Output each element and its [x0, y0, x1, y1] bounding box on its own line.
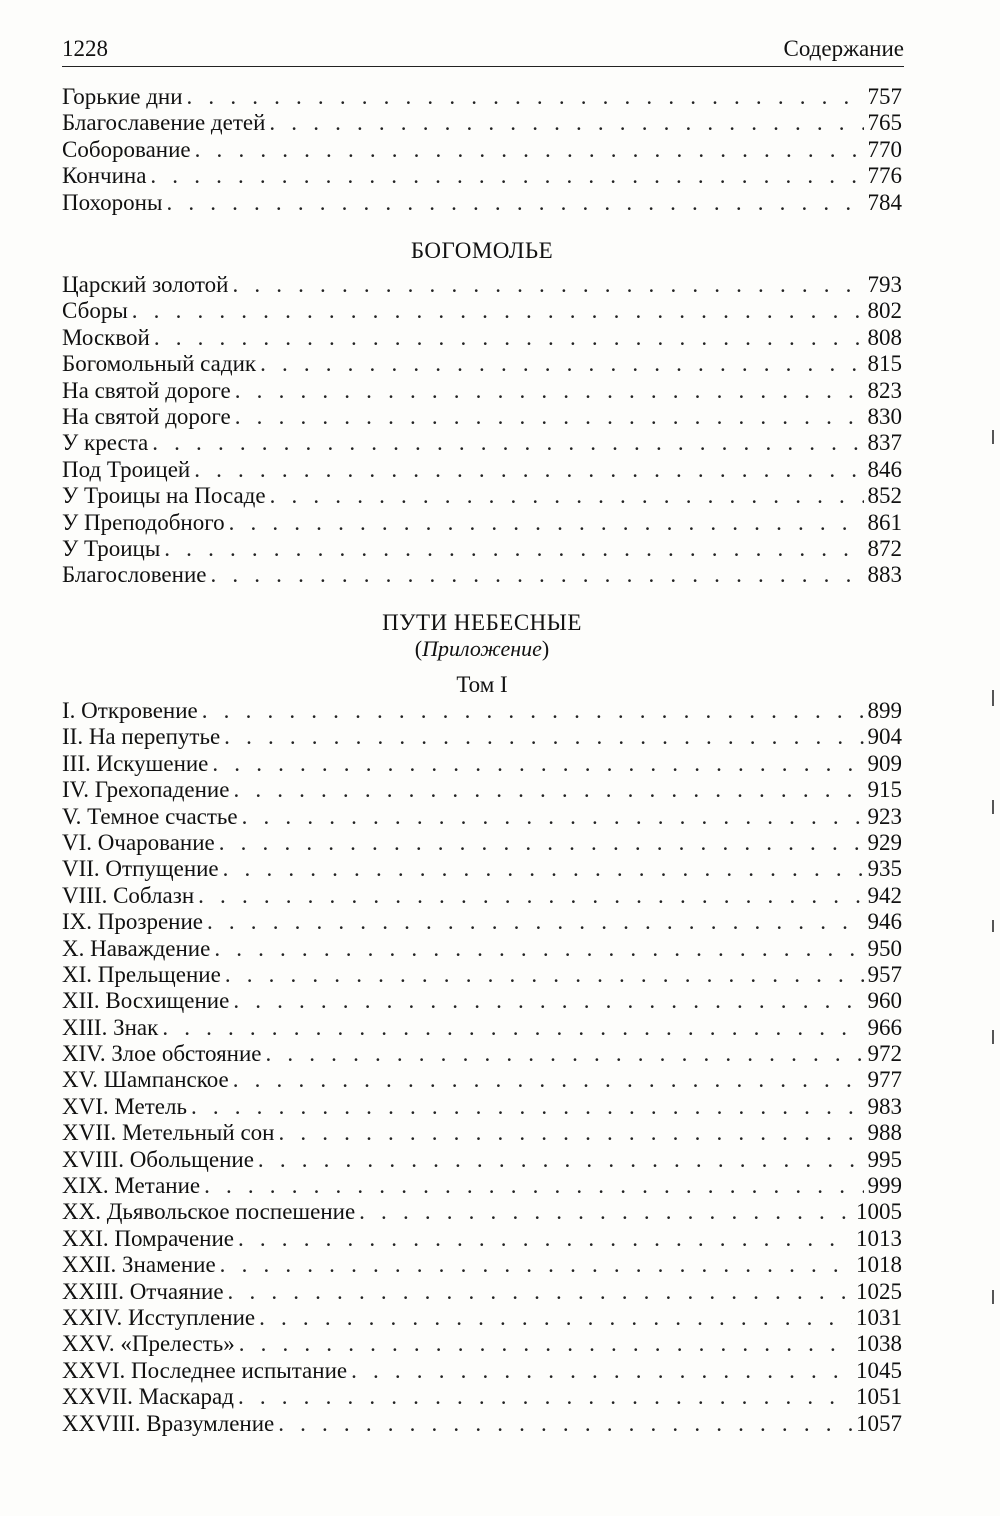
toc-entry — [62, 1067, 902, 1093]
dot-leader — [202, 698, 864, 724]
toc-entry — [62, 751, 902, 777]
toc-entry-page: 872 — [867, 535, 902, 561]
toc-entry-title: XVII. Метельный сон — [62, 1120, 275, 1146]
toc-entry-page: 784 — [867, 189, 902, 215]
toc-entry — [62, 909, 902, 935]
toc-entry — [62, 1305, 902, 1331]
toc-entry-title: XXVI. Последнее испытание — [62, 1357, 348, 1383]
toc-entry-title: I. Откровение — [62, 698, 198, 723]
scan-artifact — [992, 800, 994, 814]
toc-entry — [62, 1041, 902, 1067]
dot-leader — [351, 1358, 852, 1384]
toc-entry-title: XVI. Метель — [62, 1093, 187, 1119]
toc-entry-page: 999 — [867, 1173, 902, 1199]
toc-entry-title: Благославение детей — [62, 110, 266, 136]
dot-leader — [150, 163, 863, 189]
toc-entry-page: 977 — [867, 1067, 902, 1093]
section-title-bogomolye: БОГОМОЛЬЕ — [410, 238, 554, 263]
toc-entry-page: 909 — [867, 750, 902, 776]
toc-entry-title: Кончина — [62, 163, 147, 189]
toc-entry-title: Под Троицей — [62, 456, 191, 482]
toc-entry-title: На святой дороге — [62, 403, 231, 429]
toc-entry-page: 830 — [867, 403, 902, 429]
toc-entry-title: XXII. Знамение — [62, 1252, 216, 1278]
dot-leader — [132, 298, 864, 324]
toc-entry — [62, 936, 902, 962]
toc-entry-page: 793 — [867, 272, 902, 297]
toc-entry-title: У креста — [62, 430, 149, 456]
toc-entry — [62, 272, 902, 298]
toc-entry — [62, 1199, 902, 1225]
toc-entry-page: 1031 — [856, 1304, 902, 1330]
dot-leader — [223, 856, 864, 882]
dot-leader — [278, 1411, 852, 1437]
subtitle-word: Приложение — [422, 636, 542, 661]
toc-entry-page: 815 — [867, 351, 902, 377]
toc-group-puti-nebesnye — [62, 698, 902, 1437]
toc-entry-title: XIII. Знак — [62, 1014, 159, 1040]
dot-leader — [224, 724, 863, 750]
toc-entry — [62, 883, 902, 909]
toc-entry-title: XI. Прельщение — [62, 961, 221, 987]
subtitle-paren-open: ( — [414, 636, 423, 661]
toc-entry-title: XIV. Злое обстояние — [62, 1041, 262, 1067]
dot-leader — [162, 1015, 863, 1041]
toc-entry-title: Соборование — [62, 136, 191, 162]
toc-entry-title: IV. Грехопадение — [62, 777, 230, 803]
dot-leader — [233, 988, 863, 1014]
dot-leader — [164, 536, 863, 562]
toc-entry-page: 846 — [867, 456, 902, 482]
dot-leader — [229, 510, 864, 536]
toc-entry-page: 1045 — [856, 1357, 902, 1383]
dot-leader — [154, 325, 864, 351]
toc-entry — [62, 536, 902, 562]
toc-entry-title: XXIII. Отчаяние — [62, 1278, 224, 1304]
toc-entry-title: XX. Дьявольское поспешение — [62, 1199, 356, 1225]
toc-entry — [62, 562, 902, 588]
dot-leader — [219, 830, 864, 856]
toc-entry-page: 1005 — [856, 1199, 902, 1225]
scan-artifact — [992, 920, 994, 932]
toc-entry-title: Богомольный садик — [62, 351, 257, 377]
running-title: Содержание — [783, 36, 904, 61]
toc-entry-page: 837 — [867, 430, 902, 456]
toc-entry-title: II. На перепутье — [62, 724, 221, 750]
toc-entry-page: 1057 — [856, 1410, 902, 1436]
toc-entry-title: XIX. Метание — [62, 1173, 201, 1199]
toc-entry-title: У Троицы на Посаде — [62, 483, 266, 509]
toc-entry-page: 950 — [867, 935, 902, 961]
toc-entry — [62, 856, 902, 882]
dot-leader — [225, 962, 864, 988]
dot-leader — [278, 1120, 863, 1146]
dot-leader — [258, 1147, 864, 1173]
section-subtitle — [62, 636, 902, 662]
toc-entry — [62, 351, 902, 377]
toc-entry-title: VIII. Соблазн — [62, 882, 195, 908]
toc-entry — [62, 1015, 902, 1041]
toc-group-continued — [62, 84, 902, 216]
toc-entry-page: 904 — [867, 724, 902, 750]
page-number: 1228 — [62, 36, 108, 61]
toc-entry-page: 802 — [867, 298, 902, 324]
toc-entry — [62, 1173, 902, 1199]
dot-leader — [242, 804, 864, 830]
scan-artifact — [992, 1290, 994, 1304]
toc-entry — [62, 1411, 902, 1437]
toc-entry-title: XXVIII. Вразумление — [62, 1410, 275, 1436]
toc-entry-page: 995 — [867, 1146, 902, 1172]
scan-artifact — [992, 1030, 994, 1044]
toc-entry-page: 966 — [867, 1014, 902, 1040]
toc-entry-title: XXVII. Маскарад — [62, 1384, 234, 1410]
toc-entry-page: 983 — [867, 1093, 902, 1119]
dot-leader — [259, 1305, 852, 1331]
dot-leader — [269, 110, 863, 136]
toc-entry — [62, 830, 902, 856]
toc-entry — [62, 483, 902, 509]
toc-entry-title: XVIII. Обольщение — [62, 1146, 254, 1172]
toc-entry-title: X. Наваждение — [62, 935, 211, 961]
dot-leader — [194, 457, 863, 483]
toc-entry-title: III. Искушение — [62, 750, 209, 776]
toc-entry — [62, 190, 902, 216]
dot-leader — [198, 883, 863, 909]
toc-entry-page: 823 — [867, 377, 902, 403]
dot-leader — [220, 1252, 852, 1278]
dot-leader — [235, 404, 864, 430]
toc-entry-page: 861 — [867, 509, 902, 535]
toc-entry — [62, 457, 902, 483]
dot-leader — [195, 137, 864, 163]
toc-entry-title: VI. Очарование — [62, 829, 215, 855]
toc-entry-title: На святой дороге — [62, 377, 231, 403]
toc-entry — [62, 1252, 902, 1278]
toc-entry-page: 776 — [867, 163, 902, 189]
toc-entry — [62, 962, 902, 988]
scan-artifact — [992, 430, 994, 444]
toc-entry-page: 1025 — [856, 1278, 902, 1304]
dot-leader — [232, 272, 863, 298]
dot-leader — [228, 1279, 852, 1305]
dot-leader — [359, 1199, 852, 1225]
toc-entry — [62, 325, 902, 351]
toc-entry — [62, 724, 902, 750]
volume-title: Том I — [456, 672, 508, 697]
toc-entry — [62, 804, 902, 830]
toc-entry-page: 1013 — [856, 1225, 902, 1251]
dot-leader — [204, 1173, 863, 1199]
toc-entry-page: 883 — [867, 562, 902, 588]
toc-entry — [62, 1279, 902, 1305]
toc-entry-page: 960 — [867, 988, 902, 1014]
dot-leader — [235, 378, 864, 404]
subtitle-paren-close: ) — [541, 636, 550, 661]
running-header — [62, 36, 904, 67]
toc-entry — [62, 378, 902, 404]
dot-leader — [166, 190, 863, 216]
toc-entry-page: 899 — [867, 698, 902, 723]
dot-leader — [233, 1067, 864, 1093]
toc-entry-title: XXI. Помрачение — [62, 1225, 234, 1251]
toc-entry-title: Сборы — [62, 298, 128, 324]
toc-entry — [62, 137, 902, 163]
toc-entry-title: У Троицы — [62, 535, 161, 561]
dot-leader — [187, 84, 864, 110]
toc-entry-title: Благословение — [62, 562, 207, 588]
dot-leader — [260, 351, 863, 377]
toc-entry-page: 852 — [867, 483, 902, 509]
toc-entry — [62, 777, 902, 803]
dot-leader — [265, 1041, 863, 1067]
toc-entry-title: Горькие дни — [62, 84, 183, 109]
toc-group-bogomolye — [62, 272, 902, 589]
toc-entry-title: Москвой — [62, 324, 150, 350]
toc-entry — [62, 1094, 902, 1120]
toc-entry-page: 929 — [867, 829, 902, 855]
dot-leader — [238, 1226, 852, 1252]
toc-entry — [62, 1331, 902, 1357]
dot-leader — [233, 777, 863, 803]
toc-entry — [62, 1147, 902, 1173]
toc-entry — [62, 163, 902, 189]
toc-entry — [62, 1226, 902, 1252]
toc-entry-title: XII. Восхищение — [62, 988, 230, 1014]
toc-entry-page: 972 — [867, 1041, 902, 1067]
toc-entry-title: Похороны — [62, 189, 163, 215]
dot-leader — [207, 909, 864, 935]
toc-entry-page: 770 — [867, 136, 902, 162]
dot-leader — [152, 430, 863, 456]
dot-leader — [212, 751, 863, 777]
toc-entry-page: 923 — [867, 803, 902, 829]
dot-leader — [191, 1094, 864, 1120]
toc-entry-page: 957 — [867, 961, 902, 987]
toc-entry — [62, 510, 902, 536]
toc-entry-title: XXV. «Прелесть» — [62, 1331, 235, 1357]
toc-entry — [62, 298, 902, 324]
toc-entry-title: V. Темное счастье — [62, 803, 238, 829]
toc-entry — [62, 698, 902, 724]
toc-entry-page: 1051 — [856, 1384, 902, 1410]
toc-entry-page: 935 — [867, 856, 902, 882]
toc-entry-title: Царский золотой — [62, 272, 229, 297]
toc-entry — [62, 84, 902, 110]
scan-artifact — [992, 690, 994, 706]
toc-entry-page: 915 — [867, 777, 902, 803]
toc-entry — [62, 404, 902, 430]
toc-entry-title: XV. Шампанское — [62, 1067, 229, 1093]
dot-leader — [214, 936, 863, 962]
toc-entry-page: 1018 — [856, 1252, 902, 1278]
toc-entry — [62, 1358, 902, 1384]
dot-leader — [210, 562, 863, 588]
toc-entry-page: 757 — [867, 84, 902, 109]
toc-entry-title: XXIV. Исступление — [62, 1304, 256, 1330]
toc-entry-page: 942 — [867, 882, 902, 908]
toc-entry-page: 946 — [867, 909, 902, 935]
toc-entry-page: 1038 — [856, 1331, 902, 1357]
toc-entry — [62, 430, 902, 456]
toc-entry-page: 765 — [867, 110, 902, 136]
dot-leader — [270, 483, 864, 509]
dot-leader — [239, 1331, 852, 1357]
toc-entry — [62, 988, 902, 1014]
toc-entry-title: IX. Прозрение — [62, 909, 203, 935]
toc-entry — [62, 110, 902, 136]
toc-entry-page: 808 — [867, 324, 902, 350]
toc-entry — [62, 1384, 902, 1410]
toc-entry — [62, 1120, 902, 1146]
section-title-puti-nebesnye: ПУТИ НЕБЕСНЫЕ — [382, 610, 582, 635]
toc-entry-title: У Преподобного — [62, 509, 225, 535]
toc-entry-title: VII. Отпущение — [62, 856, 219, 882]
dot-leader — [238, 1384, 852, 1410]
toc-entry-page: 988 — [867, 1120, 902, 1146]
